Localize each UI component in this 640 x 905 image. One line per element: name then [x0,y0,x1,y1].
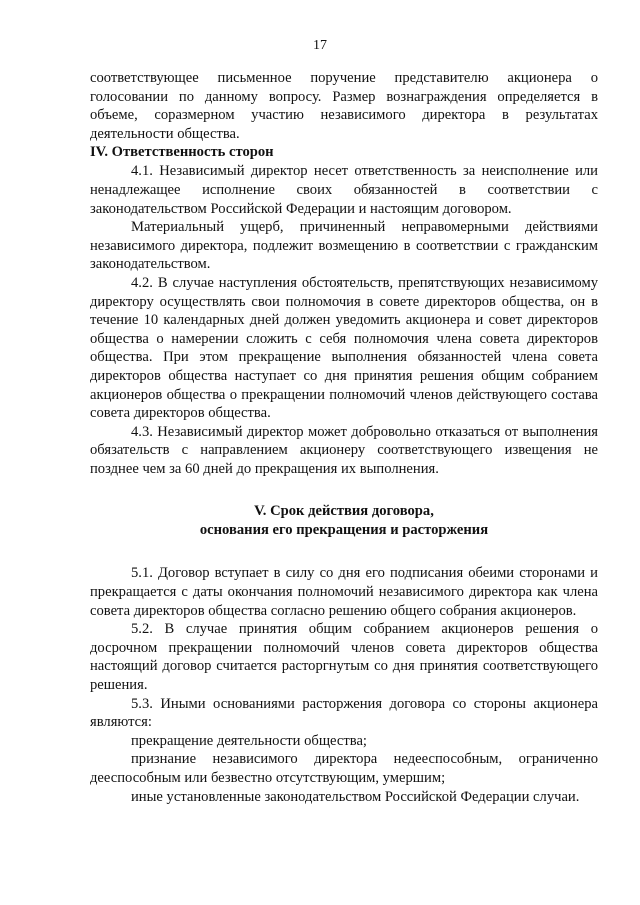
paragraph-4-1: 4.1. Независимый директор несет ответственность за неисполнение или ненадлежащее исполнение своих обязанностей в соответствии с законодательством Российской Федерации и настоящим договором. [90,163,598,217]
paragraph-material-damage: Материальный ущерб, причиненный неправомерными действиями независимого директора, подлежит возмещению в соответствии с гражданским законодательством. [90,219,598,273]
list-item-other-cases: иные установленные законодательством Российской Федерации случаи. [131,788,580,805]
list-item-termination: прекращение деятельности общества; [131,732,367,749]
section-iv-heading: IV. Ответственность сторон [90,144,274,161]
section-v-heading [90,502,598,540]
page-number: 17 [313,38,327,53]
paragraph-5-3: 5.3. Иными основаниями расторжения договора со стороны акционера являются: [90,695,598,731]
paragraph-5-1: 5.1. Договор вступает в силу со дня его подписания обеими сторонами и прекращается с даты окончания полномочий независимого директора как члена совета директоров общества согласно решению общего собрания акционеров. [90,565,598,619]
paragraph-5-2: 5.2. В случае принятия общим собранием акционеров решения о досрочном прекращении полномочий членов совета директоров общества настоящий договор считается расторгнутым со дня принятия соответствующего решения. [90,621,598,694]
list-item-incapacity: признание независимого директора недееспособным, ограниченно дееспособным или безвестно отсутствующим, умершим; [90,751,598,786]
paragraph-4-3: 4.3. Независимый директор может добровольно отказаться от выполнения обязательств с направлением акционеру соответствующего извещения не позднее чем за 60 дней до прекращения их выполнения. [90,423,598,477]
section-v-heading-line-2: основания его прекращения и расторжения [199,522,489,539]
paragraph-4-2: 4.2. В случае наступления обстоятельств, препятствующих независимому директору осуществлять свои полномочия в совете директоров общества, он в течение 10 календарных дней должен уведомить акционера и совет директоров общества о намерении сложить с себя полномочия члена совета директоров общества. При этом прекращение выполнения обязанностей члена совета директоров общества наступает со дня принятия решения общим собранием акционеров общества о прекращении полномочий членов действующего состава совета директоров общества. [90,274,598,422]
section-v-heading-line-1: V. Срок действия договора, [254,503,434,520]
document-body [90,69,598,806]
intro-paragraph: соответствующее письменное поручение представителю акционера о голосовании по данному вопросу. Размер вознаграждения определяется в объеме, соразмерном участию независимого директора в результатах деятельности общества. [90,70,598,142]
